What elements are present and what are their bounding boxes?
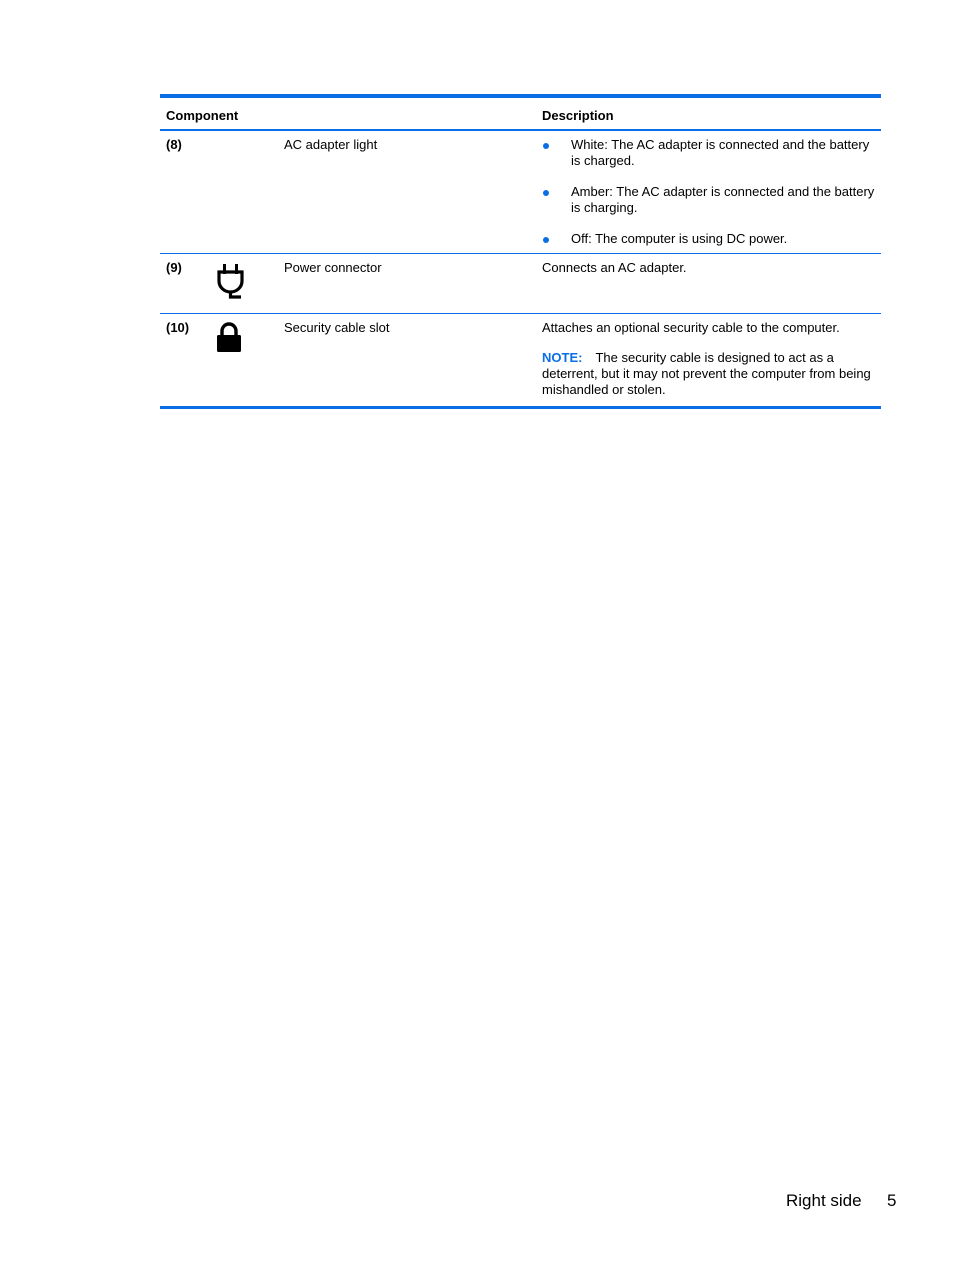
bullet-icon [543,190,549,196]
component-name: AC adapter light [284,137,378,152]
bullet-icon [543,237,549,243]
bullet-text: White: The AC adapter is connected and the battery is charged. [571,137,870,168]
page-number: 5 [887,1191,897,1210]
note-text: The security cable is designed to act as a deterrent, but it may not prevent the computer from being mishandled or stolen. [542,350,871,397]
component-name: Security cable slot [284,320,390,335]
bullet-list [542,137,876,247]
description-text: Attaches an optional security cable to the computer. [542,320,840,335]
footer-section-title: Right side [786,1191,862,1210]
note [542,350,876,398]
component-number: (8) [166,137,182,152]
component-number: (10) [166,320,190,335]
component-description [542,320,876,398]
table-row [160,131,881,254]
component-number: (9) [166,260,182,275]
power-plug-icon [216,262,246,306]
note-label: NOTE: [542,350,583,365]
component-description [542,137,876,247]
component-description [542,260,876,276]
list-item [542,137,876,169]
header-description: Description [542,108,614,123]
table-row [160,314,881,406]
component-name: Power connector [284,260,382,275]
component-table [160,94,881,409]
table-header [160,98,881,131]
bullet-text: Amber: The AC adapter is connected and the battery is charging. [571,184,875,215]
list-item [542,184,876,216]
list-item [542,231,876,247]
bullet-text: Off: The computer is using DC power. [571,231,788,246]
description-text: Connects an AC adapter. [542,260,687,275]
header-component: Component [166,108,239,123]
bullet-icon [543,143,549,149]
table-row [160,254,881,314]
lock-icon [216,322,242,358]
